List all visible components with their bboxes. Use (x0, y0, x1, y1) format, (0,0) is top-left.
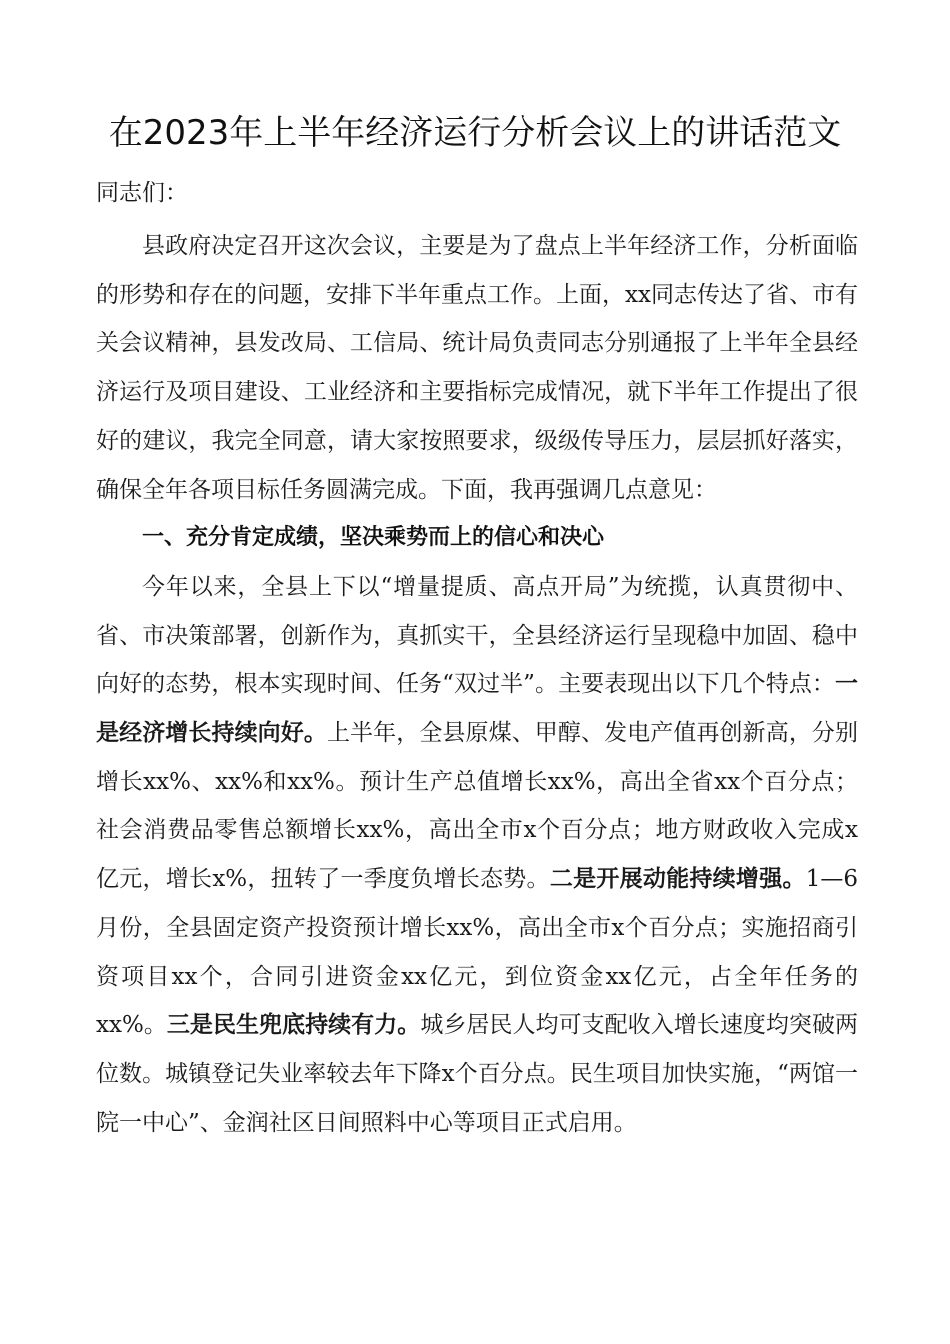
intro-paragraph: 县政府决定召开这次会议，主要是为了盘点上半年经济工作，分析面临的形势和存在的问题，安排下半年重点工作。上面，xx同志传达了省、市有关会议精神，县发改局、工信局、统计局负责同志分别通报了上半年全县经济运行及项目建设、工业经济和主要指标完成情况，就下半年工作提出了很好的建议，我完全同意，请大家按照要求，级级传导压力，层层抓好落实，确保全年各项目标任务圆满完成。下面，我再强调几点意见： (96, 233, 858, 503)
section-heading: 一、充分肯定成绩，坚决乘势而上的信心和决心 (142, 525, 605, 551)
key-point-1: 一是经济增长持续向好。 (96, 671, 858, 747)
paragraph-text: 1—6月份，全县固定资产投资预计增长xx%，高出全市x个百分点；实施招商引资项目xx个，合同引进资金xx亿元，到位资金xx亿元，占全年任务的xx%。 (96, 866, 859, 1039)
paragraph-text: 城乡居民人均可支配收入增长速度均突破两位数。城镇登记失业率较去年下降x个百分点。民生项目加快实施，“两馆一院一中心”、金润社区日间照料中心等项目正式启用。 (96, 1012, 859, 1136)
salutation: 同志们： (96, 180, 188, 206)
key-point-3: 三是民生兜底持续有力。 (166, 1012, 421, 1039)
document-body (96, 222, 858, 1147)
document-title: 在2023年上半年经济运行分析会议上的讲话范文 (108, 113, 842, 153)
section-paragraph (96, 563, 858, 1147)
paragraph-text: 上半年，全县原煤、甲醇、发电产值再创新高，分别增长xx%、xx%和xx%。预计生产总值增长xx%，高出全省xx个百分点；社会消费品零售总额增长xx%，高出全市x个百分点；地方财政收入完成x亿元，增长x%，扭转了一季度负增长态势。 (96, 720, 858, 893)
key-point-2: 二是开展动能持续增强。 (549, 866, 806, 893)
paragraph-text: 今年以来，全县上下以“增量提质、高点开局”为统揽，认真贯彻中、省、市决策部署，创新作为，真抓实干，全县经济运行呈现稳中加固、稳中向好的态势，根本实现时间、任务“双过半”。主要表现出以下几个特点： (96, 573, 858, 698)
